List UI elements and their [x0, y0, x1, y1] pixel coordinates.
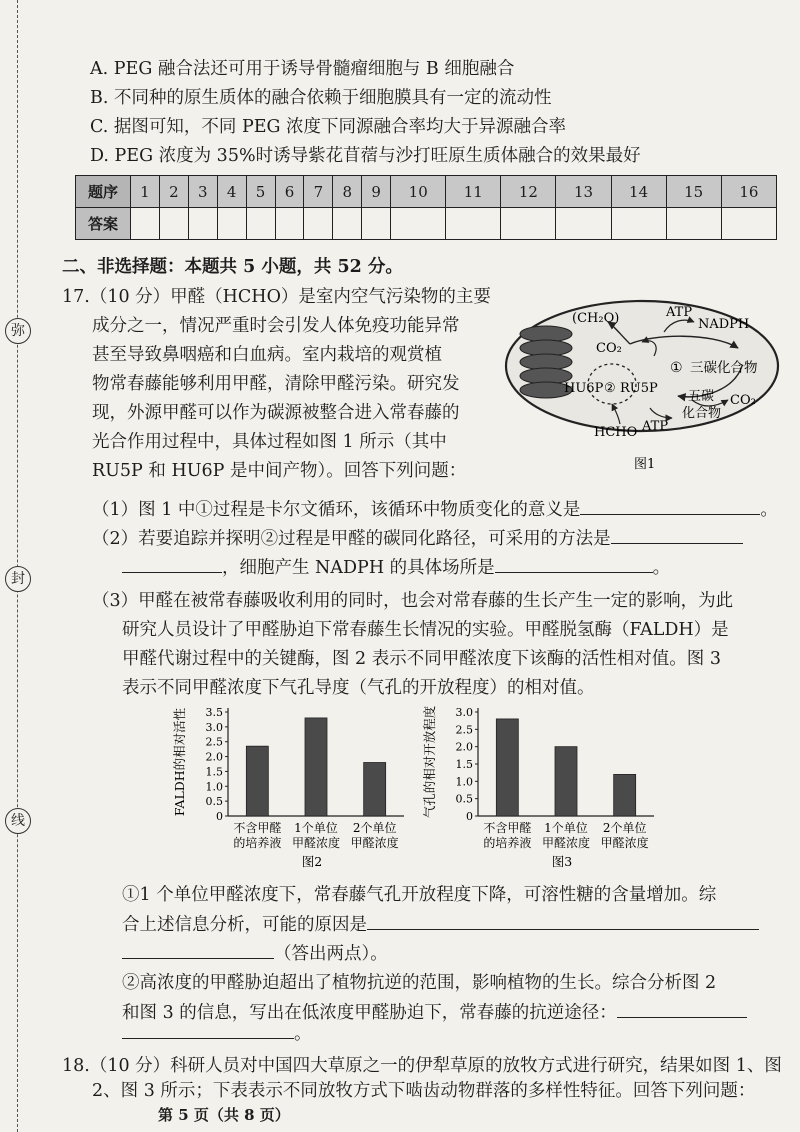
y-tick-label: 2.0: [205, 750, 223, 764]
answer-cell[interactable]: [721, 208, 776, 240]
q17-ii-line-2-text: 和图 3 的信息，写出在低浓度甲醛胁迫下，常春藤的抗逆途径：: [122, 1003, 617, 1023]
y-tick-label: 2.5: [205, 735, 223, 749]
label-ch2o: (CH₂O): [572, 311, 620, 326]
answer-blank-6[interactable]: [122, 942, 274, 959]
question-number: 5: [246, 176, 275, 208]
q17-sub1-text: （1）图 1 中①过程是卡尔文循环，该循环中物质变化的意义是: [92, 500, 581, 520]
y-tick-label: 1.5: [455, 758, 473, 771]
margin-char-mi: 弥: [5, 318, 31, 344]
x-tick-label: 不含甲醛: [483, 821, 532, 835]
question-number: 4: [217, 176, 246, 208]
q17-sub3-line-3: 甲醛代谢过程中的关键酶，图 2 表示不同甲醛浓度下该酶的活性相对值。图 3: [122, 649, 721, 669]
bar: [305, 718, 327, 816]
q17-line-2: 成分之一，情况严重时会引发人体免疫功能异常: [92, 316, 460, 336]
bar: [496, 719, 518, 816]
x-tick-label: 甲醛浓度: [350, 836, 399, 850]
figure-1-diagram: [502, 296, 792, 476]
q17-sub3-line-1: （3）甲醛在被常春藤吸收利用的同时，也会对常春藤的生长产生一定的影响，为此: [92, 591, 734, 611]
label-nadph: NADPH: [698, 317, 750, 332]
margin-char-feng: 封: [5, 566, 31, 592]
q17-line-3: 甚至导致鼻咽癌和白血病。室内栽培的观赏植: [92, 345, 442, 365]
y-axis-label: FALDH的相对活性: [172, 707, 187, 817]
x-tick-label: 的培养液: [233, 836, 282, 850]
answer-cell[interactable]: [159, 208, 188, 240]
label-co2-a: CO₂: [596, 341, 622, 356]
q17-i-line-2: [122, 913, 759, 936]
bar: [555, 747, 577, 816]
q17-sub2b-text: ，细胞产生 NADPH 的具体场所是: [222, 558, 495, 578]
answer-table: [75, 175, 777, 240]
q17-i-line-3: [122, 942, 388, 965]
answer-blank-3[interactable]: [122, 556, 222, 573]
label-hcho: HCHO: [594, 425, 638, 440]
option-d: D. PEG 浓度为 35%时诱导紫花苜蓿与沙打旺原生质体融合的效果最好: [90, 146, 641, 166]
q18-line-2: 2、图 3 所示；下表表示不同放牧方式下啮齿动物群落的多样性特征。回答下列问题：: [92, 1081, 756, 1101]
q17-line-5: 现，外源甲醛可以作为碳源被整合进入常春藤的: [92, 403, 460, 423]
y-tick-label: 0.5: [205, 795, 223, 809]
bar: [246, 746, 268, 816]
x-tick-label: 不含甲醛: [233, 821, 282, 835]
y-tick-label: 3.0: [205, 720, 223, 734]
y-tick-label: 3.0: [455, 706, 473, 719]
option-a: A. PEG 融合法还可用于诱导骨髓瘤细胞与 B 细胞融合: [90, 59, 515, 79]
section-title: 二、非选择题：本题共 5 小题，共 52 分。: [62, 257, 403, 277]
question-number: 13: [556, 176, 611, 208]
answer-cell[interactable]: [666, 208, 721, 240]
answer-cell[interactable]: [391, 208, 446, 240]
y-tick-label: 0.5: [455, 792, 473, 806]
question-number: 2: [159, 176, 188, 208]
y-tick-label: 0: [216, 810, 223, 823]
question-number: 8: [333, 176, 362, 208]
q17-i-line-2-text: 合上述信息分析，可能的原因是: [122, 915, 367, 935]
figure-3-chart: [420, 700, 670, 875]
y-tick-label: 1.5: [205, 765, 223, 779]
answer-cell[interactable]: [333, 208, 362, 240]
label-ru5p: RU5P: [620, 381, 658, 396]
label-five-carbon-2: 化合物: [682, 406, 722, 421]
question-number: 12: [501, 176, 556, 208]
answer-cell[interactable]: [304, 208, 333, 240]
q18-line-1: 18.（10 分）科研人员对中国四大草原之一的伊犁草原的放牧方式进行研究，结果如图 1、图: [62, 1056, 782, 1076]
q17-sub3-line-2: 研究人员设计了甲醛胁迫下常春藤生长情况的实验。甲醛脱氢酶（FALDH）是: [122, 620, 729, 640]
answer-cell[interactable]: [131, 208, 160, 240]
figure-1-caption: 图1: [634, 457, 656, 472]
answer-cell[interactable]: [188, 208, 217, 240]
q17-sub2a-text: （2）若要追踪并探明②过程是甲醛的碳同化路径，可采用的方法是: [92, 529, 611, 549]
q17-i-line-3-text: （答出两点）。: [274, 944, 388, 964]
question-number: 9: [362, 176, 391, 208]
figure-2-chart: [170, 700, 420, 875]
q17-sub2b-end: 。: [652, 558, 671, 578]
x-tick-label: 2个单位: [352, 821, 397, 835]
x-tick-label: 1个单位: [544, 821, 588, 835]
question-number: 3: [188, 176, 217, 208]
label-circle-2: ②: [604, 381, 616, 396]
answer-blank-1[interactable]: [580, 498, 760, 515]
q17-line-7: RU5P 和 HU6P 是中间产物）。回答下列问题：: [92, 461, 467, 481]
q17-ii-line-2: [122, 1001, 747, 1024]
question-number: 6: [275, 176, 304, 208]
q17-line-6: 光合作用过程中，具体过程如图 1 所示（其中: [92, 432, 447, 452]
option-c: C. 据图可知，不同 PEG 浓度下同源融合率均大于异源融合率: [90, 117, 567, 137]
answer-cell[interactable]: [446, 208, 501, 240]
page-footer: 第 5 页（共 8 页）: [158, 1106, 290, 1124]
q17-sub1: [92, 498, 778, 521]
answer-table-header-row: [76, 176, 777, 208]
answer-cell[interactable]: [246, 208, 275, 240]
x-tick-label: 甲醛浓度: [541, 836, 591, 850]
label-three-carbon: 三碳化合物: [690, 360, 758, 376]
y-tick-label: 0: [466, 810, 473, 823]
x-tick-label: 甲醛浓度: [600, 836, 649, 850]
q17-i-line-1: ①1 个单位甲醛浓度下，常春藤气孔开放程度下降，可溶性糖的含量增加。综: [122, 885, 717, 905]
chart-title: 图3: [551, 854, 573, 869]
answer-blank-4[interactable]: [495, 556, 653, 573]
question-number: 1: [131, 176, 160, 208]
q17-ii-line-3: [122, 1022, 312, 1045]
y-tick-label: 2.0: [455, 740, 473, 754]
x-tick-label: 2个单位: [602, 821, 647, 835]
bar: [364, 763, 386, 816]
label-atp-bottom: ATP: [642, 419, 669, 434]
margin-char-xian: 线: [5, 808, 31, 834]
label-atp-top: ATP: [666, 305, 693, 320]
answer-table-row1-label: 题序: [76, 176, 131, 208]
y-tick-label: 1.0: [455, 775, 473, 789]
y-tick-label: 1.0: [205, 780, 223, 794]
option-b: B. 不同种的原生质体的融合依赖于细胞膜具有一定的流动性: [90, 88, 552, 108]
answer-table-answer-row: [76, 208, 777, 240]
label-co2-b: CO₂: [730, 393, 756, 408]
answer-blank-5[interactable]: [367, 913, 759, 930]
q17-line-1: 17.（10 分）甲醛（HCHO）是室内空气污染物的主要: [62, 287, 491, 307]
answer-blank-7[interactable]: [617, 1001, 747, 1018]
answer-cell[interactable]: [501, 208, 556, 240]
answer-blank-2[interactable]: [611, 527, 743, 544]
x-tick-label: 甲醛浓度: [291, 836, 341, 850]
question-number: 11: [446, 176, 501, 208]
q17-sub2a: [92, 527, 743, 550]
q17-line-4: 物常春藤能够利用甲醛，清除甲醛污染。研究发: [92, 374, 460, 394]
answer-table-row2-label: 答案: [76, 208, 131, 240]
chart-title: 图2: [301, 854, 323, 869]
question-number: 14: [611, 176, 666, 208]
answer-cell[interactable]: [611, 208, 666, 240]
question-number: 10: [391, 176, 446, 208]
q17-sub1-end: 。: [760, 500, 778, 520]
y-tick-label: 3.5: [205, 706, 223, 719]
answer-blank-8[interactable]: [122, 1022, 294, 1039]
y-tick-label: 2.5: [455, 723, 473, 737]
question-number: 7: [304, 176, 333, 208]
bar: [614, 774, 636, 816]
q17-sub2b: [122, 556, 670, 579]
answer-cell[interactable]: [275, 208, 304, 240]
answer-cell[interactable]: [556, 208, 611, 240]
answer-cell[interactable]: [362, 208, 391, 240]
question-number: 15: [666, 176, 721, 208]
label-hu6p: HU6P: [564, 381, 604, 396]
answer-cell[interactable]: [217, 208, 246, 240]
q17-ii-line-1: ②高浓度的甲醛胁迫超出了植物抗逆的范围，影响植物的生长。综合分析图 2: [122, 973, 717, 993]
q17-ii-line-3-end: 。: [294, 1024, 312, 1044]
label-circle-1: ①: [670, 360, 683, 376]
x-tick-label: 的培养液: [483, 836, 532, 850]
x-tick-label: 1个单位: [294, 821, 338, 835]
q17-sub3-line-4: 表示不同甲醛浓度下气孔导度（气孔的开放程度）的相对值。: [122, 678, 595, 698]
question-number: 16: [721, 176, 776, 208]
label-five-carbon-1: 五碳: [688, 389, 715, 404]
y-axis-label: 气孔的相对开放程度: [422, 705, 437, 819]
